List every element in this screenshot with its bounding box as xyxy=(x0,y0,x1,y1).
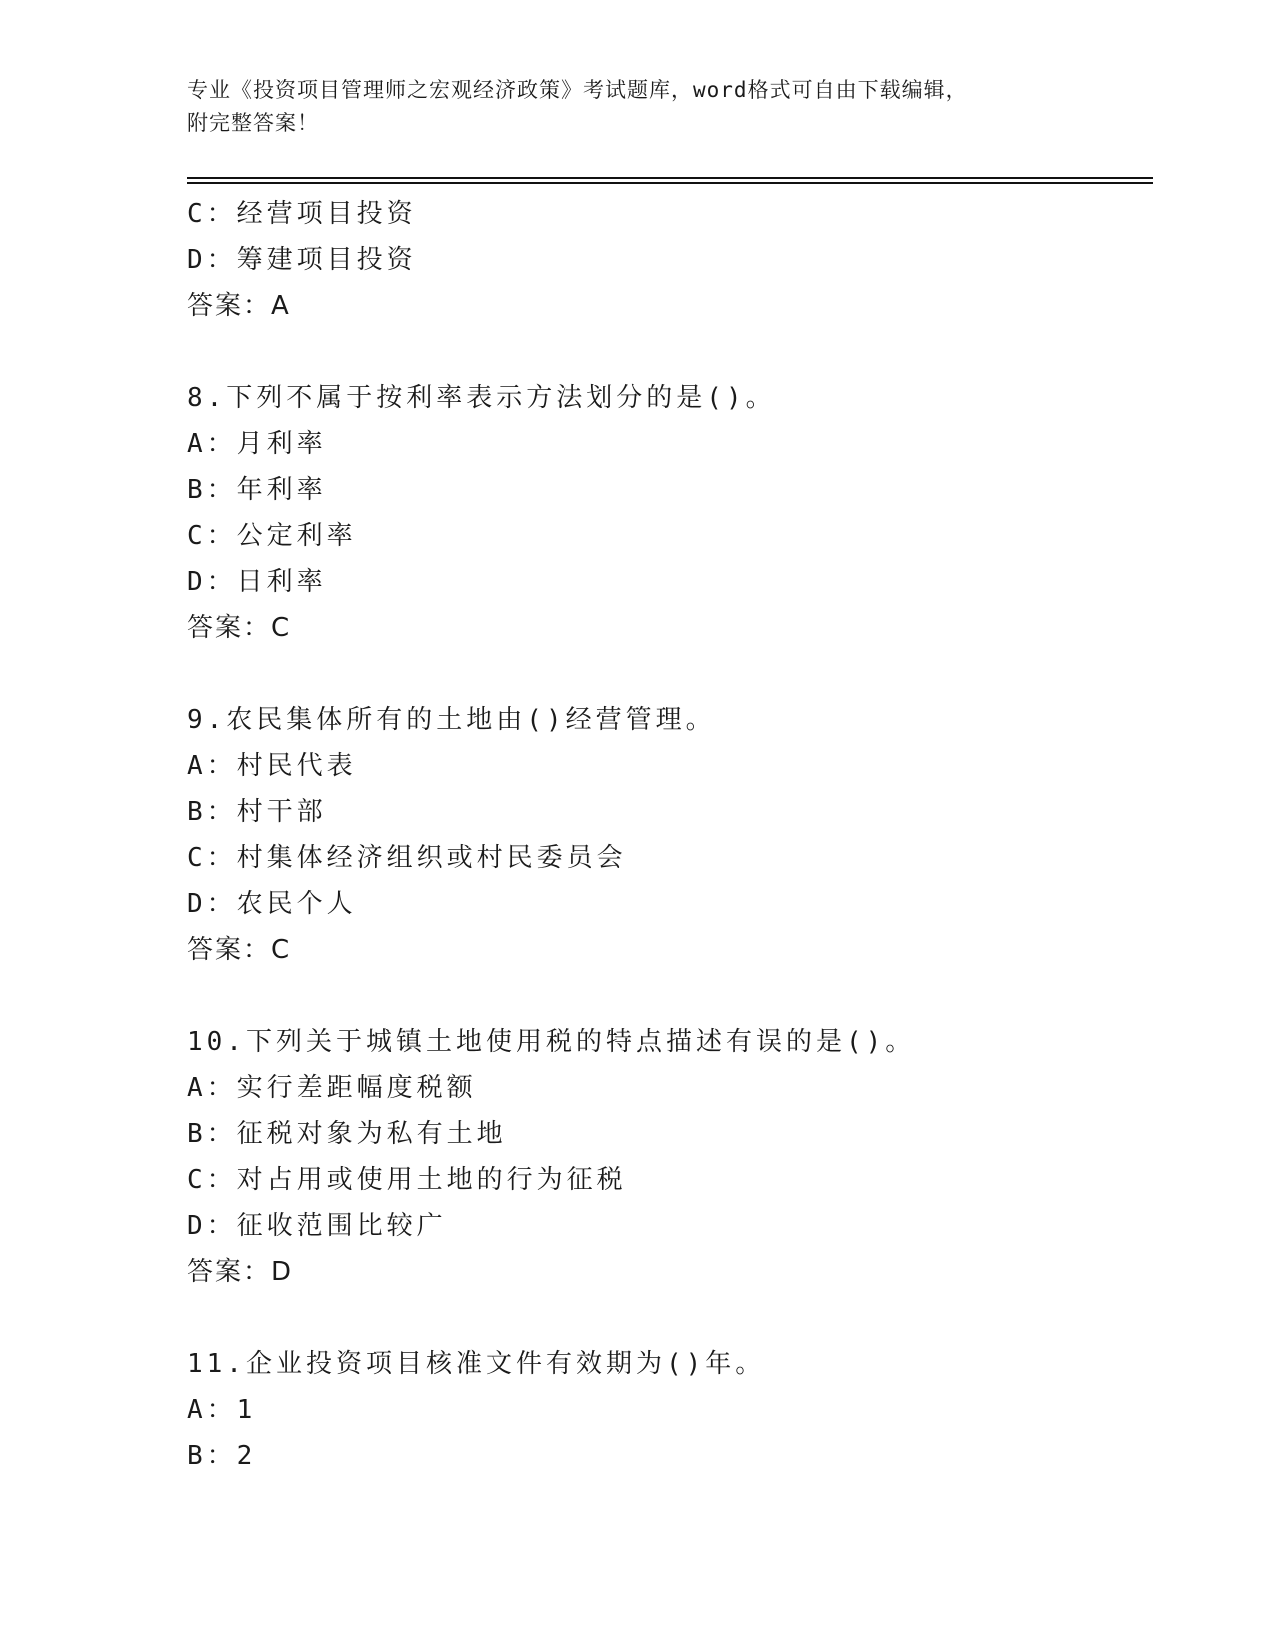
question-list xyxy=(187,191,1153,1479)
option-c: C：公定利率 xyxy=(187,521,357,551)
header-divider-top xyxy=(187,177,1153,179)
option-d: D：日利率 xyxy=(187,567,327,597)
question-8 xyxy=(187,375,1153,651)
header-line-1: 专业《投资项目管理师之宏观经济政策》考试题库，word格式可自由下载编辑， xyxy=(187,78,968,102)
document-header xyxy=(187,74,1087,140)
option-a: A：实行差距幅度税额 xyxy=(187,1073,477,1103)
option-a: A：村民代表 xyxy=(187,751,357,781)
header-divider-bottom xyxy=(187,182,1153,184)
option-b: B：征税对象为私有土地 xyxy=(187,1119,507,1149)
option-d: D：筹建项目投资 xyxy=(187,245,417,275)
answer-line: 答案：A xyxy=(187,291,291,321)
option-b: B：年利率 xyxy=(187,475,327,505)
question-7 xyxy=(187,191,1153,329)
option-a: A：1 xyxy=(187,1395,257,1425)
question-stem: 10.下列关于城镇土地使用税的特点描述有误的是()。 xyxy=(187,1027,916,1057)
question-stem: 11.企业投资项目核准文件有效期为()年。 xyxy=(187,1349,766,1379)
option-d: D：征收范围比较广 xyxy=(187,1211,447,1241)
question-stem: 8.下列不属于按利率表示方法划分的是()。 xyxy=(187,383,776,413)
option-b: B：村干部 xyxy=(187,797,327,827)
answer-line: 答案：C xyxy=(187,613,292,643)
question-stem: 9.农民集体所有的土地由()经营管理。 xyxy=(187,705,716,735)
answer-line: 答案：D xyxy=(187,1257,294,1287)
option-b: B：2 xyxy=(187,1441,257,1471)
option-c: C：经营项目投资 xyxy=(187,199,417,229)
option-d: D：农民个人 xyxy=(187,889,357,919)
option-c: C：村集体经济组织或村民委员会 xyxy=(187,843,627,873)
option-c: C：对占用或使用土地的行为征税 xyxy=(187,1165,627,1195)
question-9 xyxy=(187,697,1153,973)
header-line-2: 附完整答案！ xyxy=(187,111,319,135)
question-11 xyxy=(187,1341,1153,1479)
answer-line: 答案：C xyxy=(187,935,292,965)
option-a: A：月利率 xyxy=(187,429,327,459)
question-10 xyxy=(187,1019,1153,1295)
